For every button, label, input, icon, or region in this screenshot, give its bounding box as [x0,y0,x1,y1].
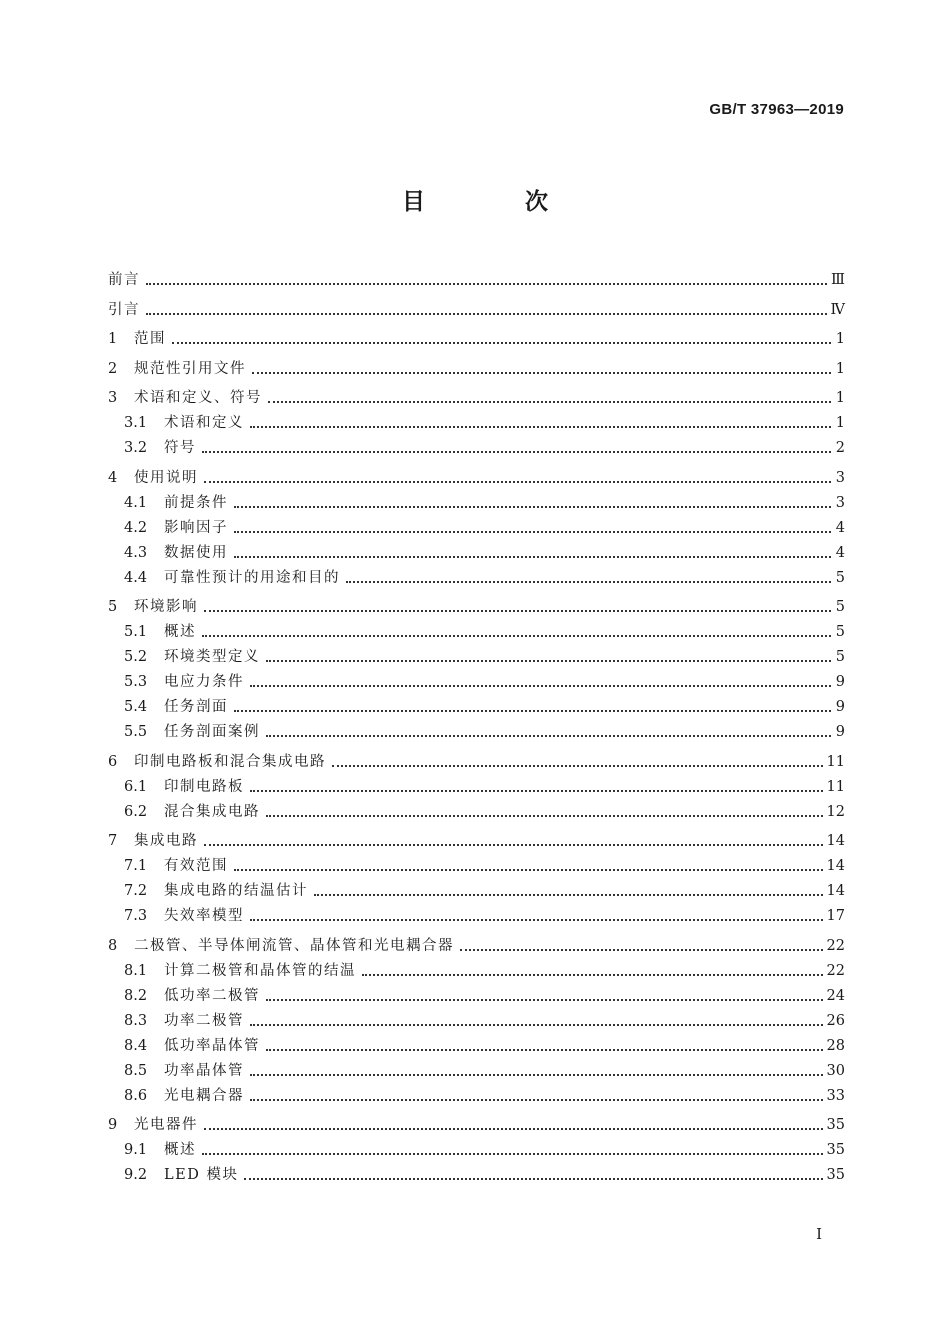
toc-entry-label: LED 模块 [164,1167,239,1183]
toc-entry-number: 2 [108,360,118,377]
toc-entry-page: 5 [835,649,845,665]
toc-entry-number: 8.6 [124,1087,148,1104]
dot-leader [266,1049,823,1051]
page-title: 目 次 [401,189,594,215]
toc-entry-page: 3 [835,494,845,511]
toc-entry-page: 35 [826,1117,845,1133]
toc-entry-page: 35 [826,1142,845,1158]
toc-entry-number: 7 [108,833,118,849]
toc-entry-label: 光电器件 [134,1117,198,1133]
toc-entry-page: 33 [826,1087,845,1104]
toc-entry-label: 范围 [134,331,166,347]
toc-entry[interactable] [108,980,845,1005]
toc-entry-label: 概述 [164,1142,196,1158]
toc-entry[interactable] [108,432,845,457]
dot-leader [234,531,831,533]
toc-entry-page: 26 [826,1012,845,1029]
toc-entry[interactable] [108,1134,845,1159]
toc-entry[interactable] [108,1109,845,1134]
toc-entry[interactable] [108,1159,845,1184]
toc-entry-number: 4 [108,469,118,486]
toc-entry[interactable] [108,382,845,407]
toc-entry-page: Ⅳ [830,301,845,318]
toc-entry-number: 6 [108,753,118,770]
toc-entry[interactable] [108,1030,845,1055]
dot-leader [252,372,831,374]
toc-entry[interactable] [108,875,845,900]
toc-entry-number: 6.1 [124,778,148,795]
toc-entry-label: 概述 [164,624,196,640]
toc-entry-number: 5.1 [124,624,148,640]
dot-leader [204,481,831,483]
toc-entry[interactable] [108,264,845,289]
toc-entry-label: 数据使用 [164,544,228,561]
dot-leader [202,635,831,637]
toc-entry-number: 4.1 [124,494,148,511]
dot-leader [250,426,831,428]
dot-leader [268,401,831,403]
dot-leader [234,869,823,871]
toc-entry[interactable] [108,616,845,641]
toc-entry[interactable] [108,771,845,796]
toc-entry[interactable] [108,537,845,562]
toc-entry-number: 9.1 [124,1142,148,1158]
toc-entry-page: 5 [835,599,845,615]
toc-entry-page: 22 [826,962,845,979]
toc-entry-page: 1 [835,331,845,347]
toc-entry[interactable] [108,512,845,537]
toc-entry[interactable] [108,746,845,771]
dot-leader [250,685,831,687]
toc-entry-page: 4 [835,544,845,561]
page-number: I [816,1225,822,1243]
dot-leader [234,710,831,712]
toc-entry[interactable] [108,691,845,716]
toc-entry-label: 前提条件 [164,494,228,511]
toc-entry-page: 11 [826,778,845,795]
toc-entry-page: 5 [835,569,845,586]
toc-entry-number: 9 [108,1117,118,1133]
toc-entry-number: 5.2 [124,649,148,665]
toc-entry-number: 3.2 [124,440,148,456]
toc-entry-label: 集成电路 [134,833,198,849]
toc-entry[interactable] [108,1005,845,1030]
toc-entry-label: 任务剖面案例 [164,724,260,740]
dot-leader [234,556,831,558]
dot-leader [204,844,823,846]
toc-entry-number: 7.3 [124,908,148,924]
toc-entry[interactable] [108,353,845,378]
toc-entry-page: 2 [835,440,845,456]
dot-leader [362,974,823,976]
toc-entry[interactable] [108,930,845,955]
toc-entry-label: 二极管、半导体闸流管、晶体管和光电耦合器 [134,937,454,954]
toc-entry[interactable] [108,407,845,432]
toc-entry-number: 5 [108,599,118,615]
toc-entry-label: 术语和定义、符号 [134,390,262,406]
dot-leader [346,581,831,583]
toc-entry[interactable] [108,487,845,512]
dot-leader [266,815,823,817]
toc-entry-page: 12 [826,803,845,820]
toc-entry-number: 8 [108,937,118,954]
toc-entry-page: 1 [835,415,845,431]
toc-entry-label: 任务剖面 [164,699,228,715]
toc-entry-number: 1 [108,331,118,347]
dot-leader [460,949,823,951]
dot-leader [314,894,823,896]
toc-entry[interactable] [108,796,845,821]
toc-entry-page: 4 [835,519,845,536]
toc-entry[interactable] [108,850,845,875]
toc-entry-label: 混合集成电路 [164,803,260,820]
toc-entry-number: 5.5 [124,724,148,740]
toc-entry-number: 5.4 [124,699,148,715]
dot-leader [204,1128,823,1130]
toc-entry-number: 8.4 [124,1037,148,1054]
toc-entry-page: 30 [826,1062,845,1079]
dot-leader [172,342,831,344]
toc-entry-label: 电应力条件 [164,674,244,690]
toc-entry-page: Ⅲ [831,272,845,288]
toc-entry-page: 24 [826,987,845,1004]
toc-entry-label: 影响因子 [164,519,228,536]
toc-entry-page: 22 [826,937,845,954]
dot-leader [266,999,823,1001]
toc-entry[interactable] [108,955,845,980]
toc-entry-page: 9 [835,674,845,690]
toc-entry-label: 环境影响 [134,599,198,615]
toc-entry-page: 1 [835,390,845,406]
dot-leader [202,1153,823,1155]
toc-entry-label: 规范性引用文件 [134,360,246,377]
toc-entry-number: 8.2 [124,987,148,1004]
toc-entry-page: 3 [835,469,845,486]
toc-entry-label: 前言 [108,272,140,288]
toc-entry-number: 4.4 [124,569,148,586]
toc-entry-number: 7.1 [124,858,148,874]
toc-entry-label: 环境类型定义 [164,649,260,665]
dot-leader [202,451,831,453]
toc-entry-number: 3 [108,390,118,406]
toc-entry-page: 28 [826,1037,845,1054]
toc-entry-label: 低功率晶体管 [164,1037,260,1054]
toc-entry[interactable] [108,900,845,925]
dot-leader [234,506,831,508]
table-of-contents [108,264,845,1184]
toc-entry-label: 失效率模型 [164,908,244,924]
toc-entry-page: 35 [826,1167,845,1183]
toc-entry[interactable] [108,323,845,348]
toc-entry-number: 4.3 [124,544,148,561]
toc-entry-number: 5.3 [124,674,148,690]
dot-leader [332,765,823,767]
toc-entry-label: 印制电路板和混合集成电路 [134,753,326,770]
dot-leader [250,1099,823,1101]
toc-entry-number: 7.2 [124,883,148,899]
toc-entry-page: 14 [826,833,845,849]
toc-entry[interactable] [108,716,845,741]
dot-leader [204,610,831,612]
toc-entry-page: 11 [826,753,845,770]
toc-entry-label: 有效范围 [164,858,228,874]
toc-entry[interactable] [108,462,845,487]
toc-entry-number: 8.5 [124,1062,148,1079]
toc-entry-label: 使用说明 [134,469,198,486]
toc-entry-label: 光电耦合器 [164,1087,244,1104]
toc-entry-label: 计算二极管和晶体管的结温 [164,962,356,979]
dot-leader [266,660,831,662]
toc-entry-label: 术语和定义 [164,415,244,431]
dot-leader [250,1024,823,1026]
toc-entry-page: 9 [835,724,845,740]
toc-entry-label: 引言 [108,301,140,318]
toc-entry[interactable] [108,666,845,691]
toc-entry-number: 4.2 [124,519,148,536]
toc-entry[interactable] [108,591,845,616]
toc-entry[interactable] [108,1080,845,1105]
toc-entry-page: 14 [826,883,845,899]
toc-entry-label: 可靠性预计的用途和目的 [164,569,340,586]
toc-entry[interactable] [108,562,845,587]
dot-leader [250,1074,823,1076]
toc-entry-page: 1 [835,360,845,377]
toc-entry-number: 8.1 [124,962,148,979]
toc-entry-page: 14 [826,858,845,874]
dot-leader [250,790,823,792]
toc-entry-page: 17 [826,908,845,924]
toc-entry-number: 8.3 [124,1012,148,1029]
toc-entry-page: 9 [835,699,845,715]
dot-leader [244,1178,822,1180]
standard-code: GB/T 37963—2019 [709,101,844,118]
toc-entry[interactable] [108,825,845,850]
toc-entry-label: 功率二极管 [164,1012,244,1029]
toc-entry-page: 5 [835,624,845,640]
dot-leader [266,735,831,737]
toc-entry-label: 集成电路的结温估计 [164,883,308,899]
toc-entry-label: 印制电路板 [164,778,244,795]
dot-leader [146,313,827,315]
toc-entry[interactable] [108,1055,845,1080]
toc-entry-label: 符号 [164,440,196,456]
toc-entry-label: 功率晶体管 [164,1062,244,1079]
toc-entry-number: 3.1 [124,415,148,431]
dot-leader [146,283,827,285]
toc-entry[interactable] [108,641,845,666]
toc-entry[interactable] [108,294,845,319]
toc-entry-label: 低功率二极管 [164,987,260,1004]
toc-entry-number: 9.2 [124,1167,148,1183]
toc-entry-number: 6.2 [124,803,148,820]
dot-leader [250,919,823,921]
